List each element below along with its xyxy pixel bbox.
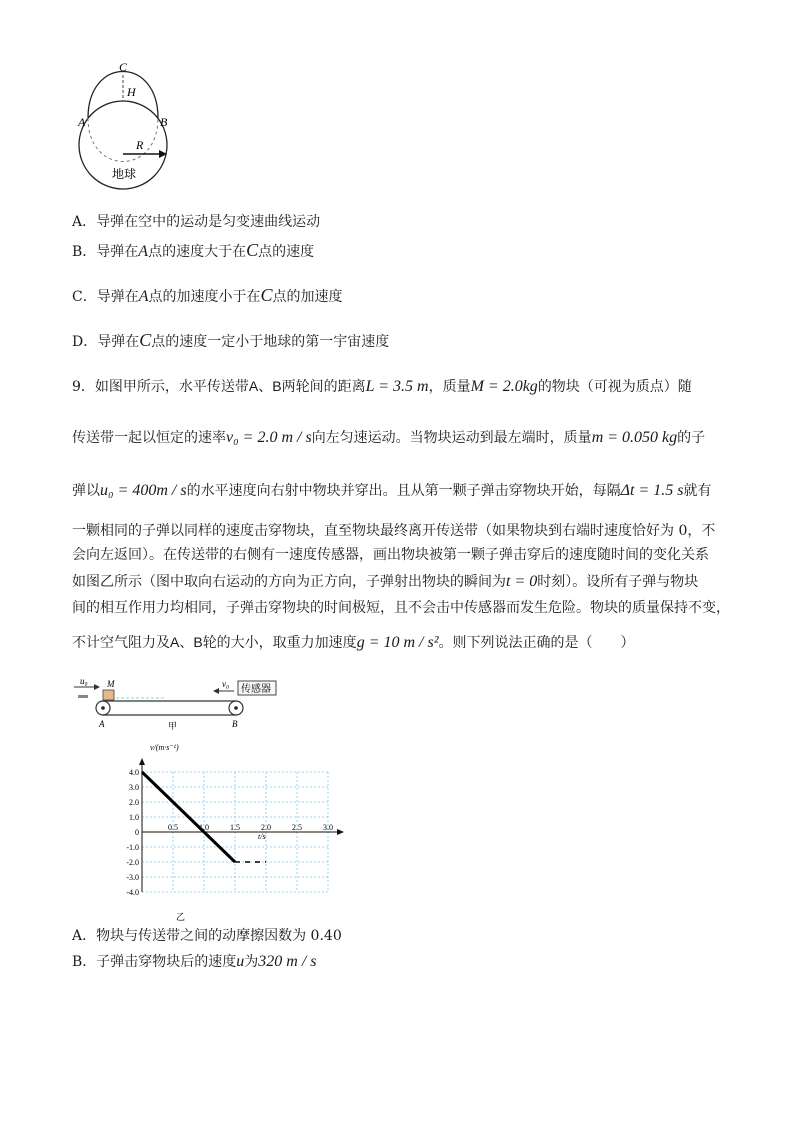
y-tick-label: 3.0 <box>129 783 139 792</box>
q9-line-4: 一颗相同的子弹以同样的速度击穿物块，直至物块最终离开传送带（如果物块到右端时速度恰好为 0，不 <box>72 523 716 539</box>
label-A: A <box>99 719 105 729</box>
velocity-arrowhead <box>213 688 219 694</box>
q8-option-d: D．导弹在C点的速度一定小于地球的第一宇宙速度 <box>72 330 390 350</box>
x-tick-label: 2.5 <box>292 823 302 832</box>
x-tick-label: 1.5 <box>230 823 240 832</box>
label-sensor: 传感器 <box>241 684 271 695</box>
velocity-time-chart <box>110 740 333 925</box>
x-tick-label: 3.0 <box>323 823 333 832</box>
q9-option-b: B．子弹击穿物块后的速度u为320 m / s <box>72 953 317 970</box>
y-tick-label: 4.0 <box>129 768 139 777</box>
y-axis-arrow <box>139 758 145 765</box>
bullet <box>78 695 88 698</box>
label-u0: u₀ <box>80 676 88 686</box>
q9-option-a: A．物块与传送带之间的动摩擦因数为 0.40 <box>72 928 342 944</box>
label-H: H <box>127 85 136 99</box>
label-C: C <box>119 60 128 74</box>
q9-line-8: 不计空气阻力及A、B轮的大小，取重力加速度g = 10 m / s²。则下列说法正确的是（ ） <box>72 634 635 651</box>
y-tick-label: -2.0 <box>126 858 139 867</box>
x-axis-arrow <box>337 829 344 835</box>
q9-line-1: 9．如图甲所示，水平传送带A、B两轮间的距离L = 3.5 m，质量M = 2.0kg的物块（可视为质点）随 <box>72 378 692 395</box>
y-axis-label: v/(m·s⁻¹) <box>150 743 179 752</box>
x-axis-label: t/s <box>258 832 266 841</box>
block-M <box>103 690 114 700</box>
q8-option-b: B．导弹在A点的速度大于在C点的速度 <box>72 240 315 260</box>
q9-line-3: 弹以u₀ = 400m / s的水平速度向右射中物块并穿出。且从第一颗子弹击穿物块开始，每隔Δt = 1.5 s就有 <box>72 482 712 499</box>
q9-line-7: 间的相互作用力均相同，子弹击穿物块的时间极短，且不会击中传感器而发生危险。物块的质量保持不变， <box>72 600 730 616</box>
wheel-B-hub <box>234 706 238 710</box>
x-tick-label: 2.0 <box>261 823 271 832</box>
chart-caption: 乙 <box>176 912 186 922</box>
label-earth: 地球 <box>112 167 137 181</box>
q8-option-c: C．导弹在A点的加速度小于在C点的加速度 <box>72 285 343 305</box>
label-v0: v₀ <box>222 679 230 689</box>
wheel-A-hub <box>101 706 105 710</box>
label-M: M <box>107 679 115 689</box>
y-tick-label: -4.0 <box>126 888 139 897</box>
q9-line-6: 如图乙所示（图中取向右运动的方向为正方向，子弹射出物块的瞬间为t = 0时刻）。设所有子弹与物块 <box>72 573 699 590</box>
q8-option-a: A．导弹在空中的运动是匀变速曲线运动 <box>72 214 321 230</box>
label-B: B <box>160 115 168 129</box>
y-tick-label: -3.0 <box>126 873 139 882</box>
q9-line-5: 会向左返回）。在传送带的右侧有一速度传感器，画出物块被第一颗子弹击穿后的速度随时间的变化关系 <box>72 547 709 563</box>
q9-line-2: 传送带一起以恒定的速率v₀ = 2.0 m / s向左匀速运动。当物块运动到最左端时，质量m = 0.050 kg的子 <box>72 429 706 446</box>
label-B: B <box>232 719 238 729</box>
y-tick-label: 1.0 <box>129 813 139 822</box>
conveyor-figure <box>72 674 282 730</box>
bullet-arrowhead <box>94 684 100 690</box>
x-tick-label: 1.0 <box>199 823 209 832</box>
caption-jia: 甲 <box>168 721 178 731</box>
label-A: A <box>78 115 86 129</box>
missile-trajectory <box>88 72 158 119</box>
y-tick-label: 0 <box>135 828 139 837</box>
dashed-orbit <box>88 118 158 162</box>
x-tick-label: 0.5 <box>168 823 178 832</box>
y-tick-label: 2.0 <box>129 798 139 807</box>
y-tick-label: -1.0 <box>126 843 139 852</box>
label-R: R <box>136 138 144 152</box>
earth-trajectory-figure <box>78 58 188 198</box>
